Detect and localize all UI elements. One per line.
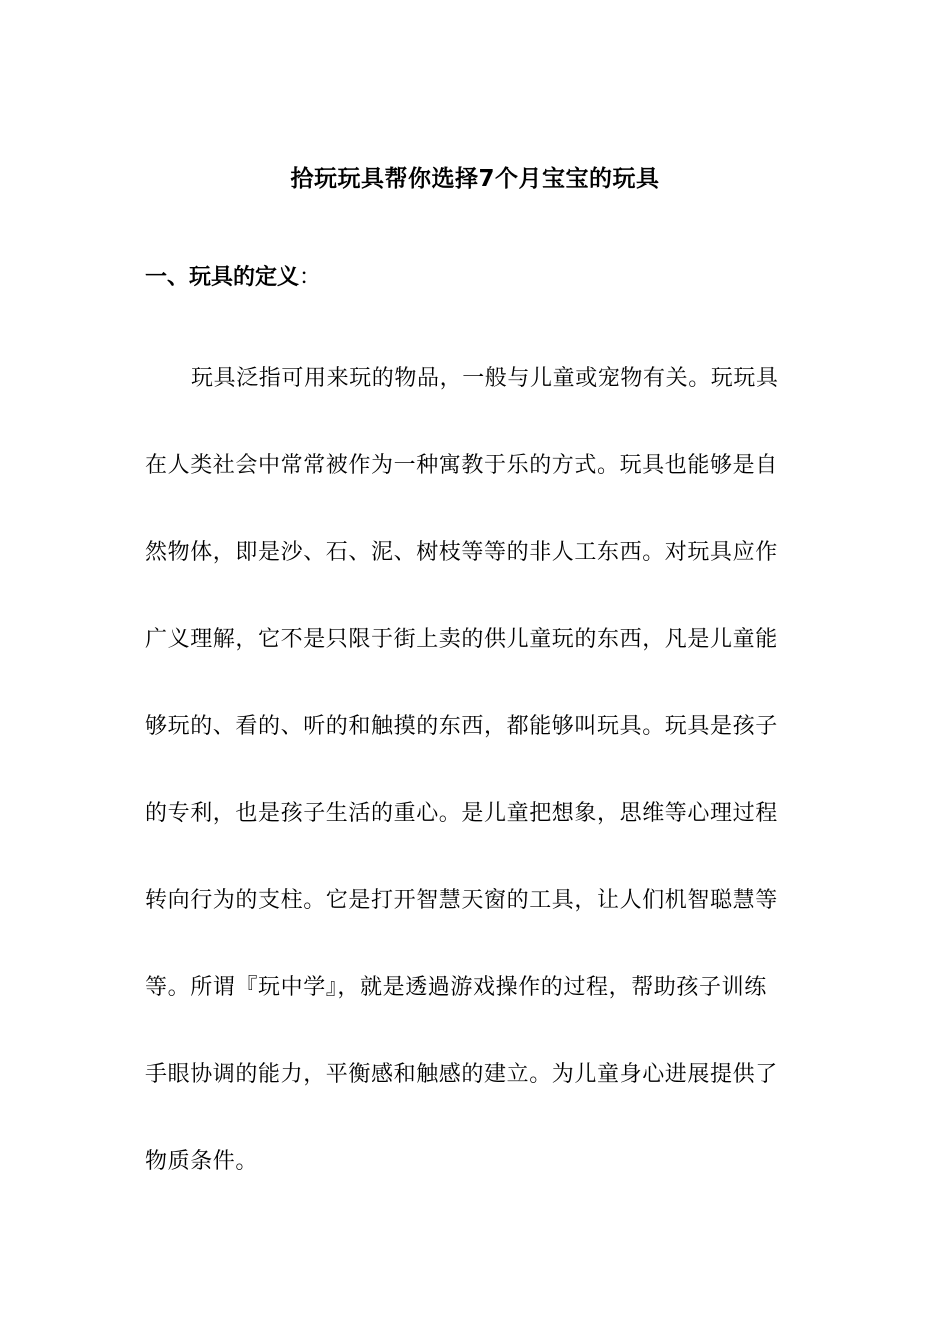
- section-heading-text: 一、玩具的定义: [145, 265, 300, 290]
- page-title: 拾玩玩具帮你选择7个月宝宝的玩具: [290, 166, 660, 192]
- paragraph-line: 够玩的、看的、听的和触摸的东西，都能够叫玩具。玩具是孩子: [145, 714, 778, 739]
- paragraph-line: 手眼协调的能力，平衡感和触感的建立。为儿童身心进展提供了: [145, 1062, 778, 1087]
- paragraph-line: 然物体，即是沙、石、泥、树枝等等的非人工东西。对玩具应作: [145, 540, 778, 565]
- section-heading: [145, 262, 321, 294]
- paragraph-definition: [145, 335, 807, 1205]
- paragraph-line: 物质条件。: [145, 1149, 259, 1174]
- paragraph-line: 的专利，也是孩子生活的重心。是儿童把想象，思维等心理过程: [145, 801, 778, 826]
- paragraph-line: 等。所谓『玩中学』，就是透過游戏操作的过程，帮助孩子训练: [145, 975, 767, 1000]
- paragraph-line: 广义理解，它不是只限于街上卖的供儿童玩的东西，凡是儿童能: [145, 627, 778, 652]
- paragraph-line: 在人类社会中常常被作为一种寓教于乐的方式。玩具也能够是自: [145, 453, 778, 478]
- paragraph-line: 玩具泛指可用来玩的物品，一般与儿童或宠物有关。玩玩具: [191, 366, 779, 391]
- section-heading-colon: ：: [299, 265, 322, 290]
- paragraph-line: 转向行为的支柱。它是打开智慧天窗的工具，让人们机智聪慧等: [145, 888, 778, 913]
